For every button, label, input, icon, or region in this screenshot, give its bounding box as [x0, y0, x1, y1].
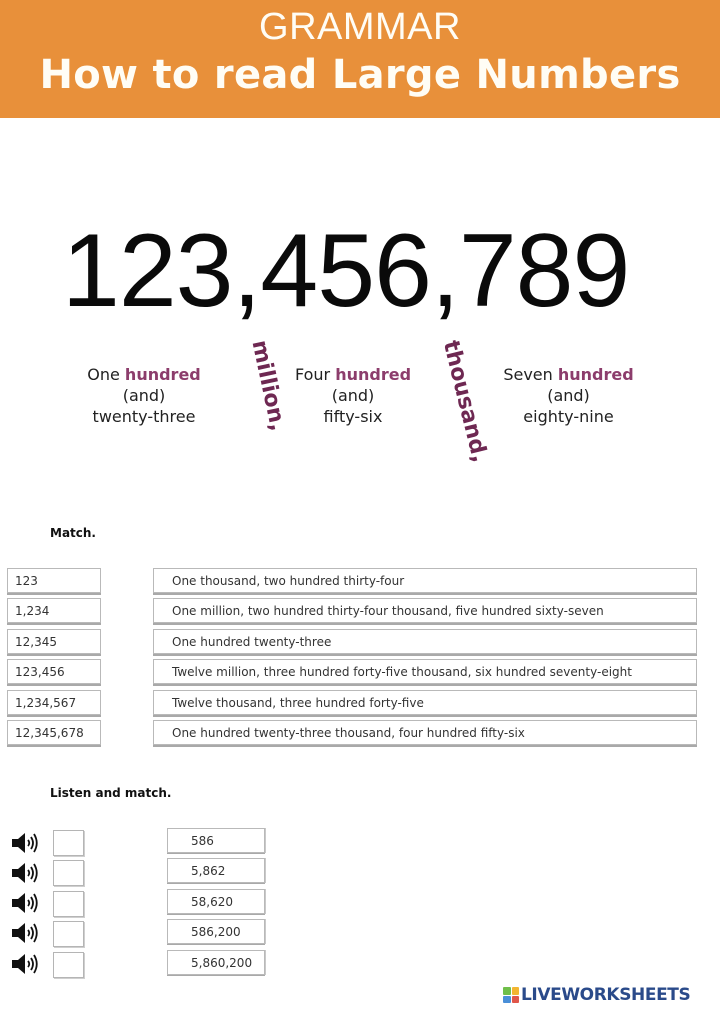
- listen-option-item[interactable]: 5,860,200: [167, 950, 265, 975]
- group-lead: Seven: [503, 365, 553, 384]
- number-group-millions: [66, 364, 222, 427]
- header-banner: [0, 0, 720, 118]
- match-phrase-item[interactable]: One million, two hundred thirty-four thousand, five hundred sixty-seven: [153, 598, 697, 623]
- listen-option-item[interactable]: 5,862: [167, 858, 265, 883]
- speaker-icon[interactable]: [11, 862, 41, 884]
- match-phrase-item[interactable]: Twelve million, three hundred forty-five thousand, six hundred seventy-eight: [153, 659, 697, 684]
- group-accent: hundred: [557, 365, 634, 384]
- group-mid: (and): [331, 386, 375, 405]
- match-phrase-item[interactable]: One thousand, two hundred thirty-four: [153, 568, 697, 593]
- brand-footer[interactable]: [503, 985, 690, 1005]
- answer-input[interactable]: [53, 952, 84, 978]
- answer-input[interactable]: [53, 830, 84, 856]
- match-number-item[interactable]: 1,234,567: [7, 690, 101, 715]
- match-number-item[interactable]: 123: [7, 568, 101, 593]
- number-group-units: [486, 364, 651, 427]
- period-word-thousand: thousand,: [437, 338, 493, 466]
- group-lead: One: [87, 365, 120, 384]
- group-accent: hundred: [335, 365, 412, 384]
- example-number: 123,456,789: [62, 213, 630, 329]
- group-mid: (and): [122, 386, 166, 405]
- header-kicker: GRAMMAR: [259, 6, 461, 48]
- page-title: How to read Large Numbers: [39, 52, 681, 98]
- group-tail: twenty-three: [92, 407, 196, 426]
- group-tail: fifty-six: [323, 407, 383, 426]
- listen-option-item[interactable]: 586,200: [167, 919, 265, 944]
- answer-input[interactable]: [53, 891, 84, 917]
- group-tail: eighty-nine: [523, 407, 614, 426]
- answer-input[interactable]: [53, 921, 84, 947]
- speaker-icon[interactable]: [11, 892, 41, 914]
- listen-option-item[interactable]: 58,620: [167, 889, 265, 914]
- listen-option-item[interactable]: 586: [167, 828, 265, 853]
- brand-logo-icon: [503, 987, 519, 1003]
- speaker-icon[interactable]: [11, 832, 41, 854]
- group-lead: Four: [294, 365, 331, 384]
- listen-section-label: Listen and match.: [50, 786, 172, 800]
- brand-name: LIVEWORKSHEETS: [521, 985, 691, 1005]
- group-mid: (and): [547, 386, 590, 405]
- match-phrase-item[interactable]: One hundred twenty-three thousand, four hundred fifty-six: [153, 720, 697, 745]
- match-number-item[interactable]: 1,234: [7, 598, 101, 623]
- match-number-item[interactable]: 123,456: [7, 659, 101, 684]
- speaker-icon[interactable]: [11, 922, 41, 944]
- match-phrase-item[interactable]: One hundred twenty-three: [153, 629, 697, 654]
- match-number-item[interactable]: 12,345: [7, 629, 101, 654]
- match-number-item[interactable]: 12,345,678: [7, 720, 101, 745]
- speaker-icon[interactable]: [11, 953, 41, 975]
- answer-input[interactable]: [53, 860, 84, 886]
- group-accent: hundred: [124, 365, 201, 384]
- match-phrase-item[interactable]: Twelve thousand, three hundred forty-five: [153, 690, 697, 715]
- period-word-million: million,: [246, 338, 291, 434]
- number-group-thousands: [278, 364, 428, 427]
- match-section-label: Match.: [50, 526, 96, 540]
